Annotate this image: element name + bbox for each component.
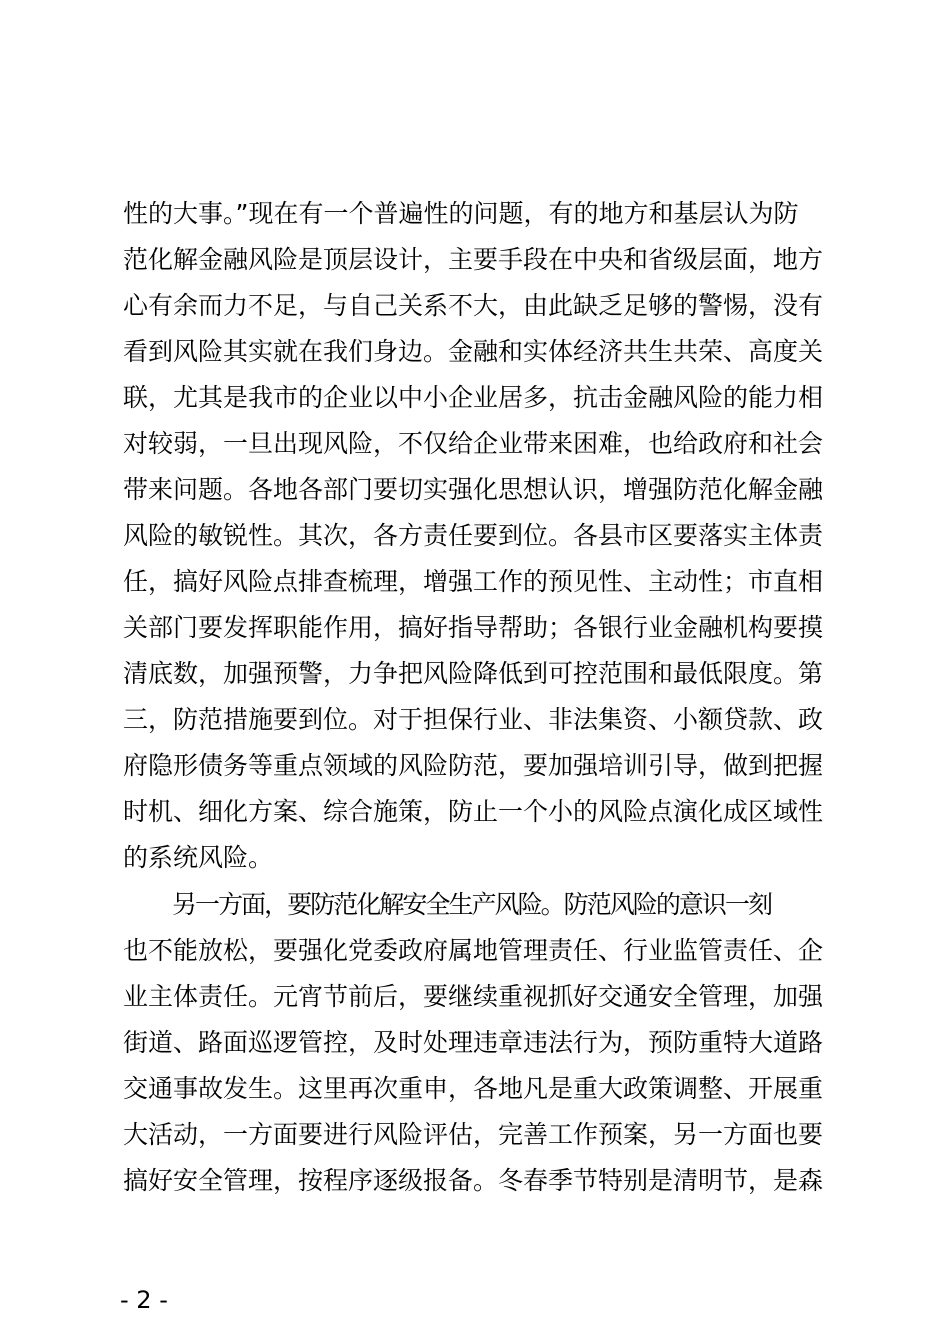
paragraph-first-line: 另一方面，要防范化解安全生产风险。防范风险的意识一刻	[172, 890, 772, 919]
text-line: 风险的敏锐性。其次，各方责任要到位。各县市区要落实主体责	[123, 521, 824, 550]
text-line: 对较弱，一旦出现风险，不仅给企业带来困难，也给政府和社会	[123, 429, 824, 458]
text-line: 性的大事。”现在有一个普遍性的问题，有的地方和基层认为防	[123, 199, 799, 228]
text-line: 三，防范措施要到位。对于担保行业、非法集资、小额贷款、政	[123, 705, 824, 734]
text-line: 带来问题。各地各部门要切实强化思想认识，增强防范化解金融	[123, 475, 824, 504]
text-line: 业主体责任。元宵节前后，要继续重视抓好交通安全管理，加强	[123, 982, 824, 1011]
text-line: 搞好安全管理，按程序逐级报备。冬春季节特别是清明节，是森	[123, 1166, 824, 1195]
text-line: 交通事故发生。这里再次重申，各地凡是重大政策调整、开展重	[123, 1074, 824, 1103]
page-number: - 2 -	[120, 1286, 168, 1314]
text-line: 也不能放松，要强化党委政府属地管理责任、行业监管责任、企	[123, 936, 824, 965]
text-line: 关部门要发挥职能作用，搞好指导帮助；各银行业金融机构要摸	[123, 613, 824, 642]
text-line: 清底数，加强预警，力争把风险降低到可控范围和最低限度。第	[123, 659, 824, 688]
text-line: 大活动，一方面要进行风险评估，完善工作预案，另一方面也要	[123, 1120, 824, 1149]
text-line: 府隐形债务等重点领域的风险防范，要加强培训引导，做到把握	[123, 751, 824, 780]
text-line: 心有余而力不足，与自己关系不大，由此缺乏足够的警惕，没有	[123, 291, 824, 320]
text-line: 时机、细化方案、综合施策，防止一个小的风险点演化成区域性	[123, 797, 824, 826]
text-line: 范化解金融风险是顶层设计，主要手段在中央和省级层面，地方	[123, 245, 824, 274]
text-line: 街道、路面巡逻管控，及时处理违章违法行为，预防重特大道路	[123, 1028, 824, 1057]
text-line: 任，搞好风险点排查梳理，增强工作的预见性、主动性；市直相	[123, 567, 824, 596]
text-line: 联，尤其是我市的企业以中小企业居多，抗击金融风险的能力相	[123, 383, 824, 412]
text-line: 的系统风险。	[123, 843, 274, 872]
text-line: 看到风险其实就在我们身边。金融和实体经济共生共荣、高度关	[123, 337, 824, 366]
